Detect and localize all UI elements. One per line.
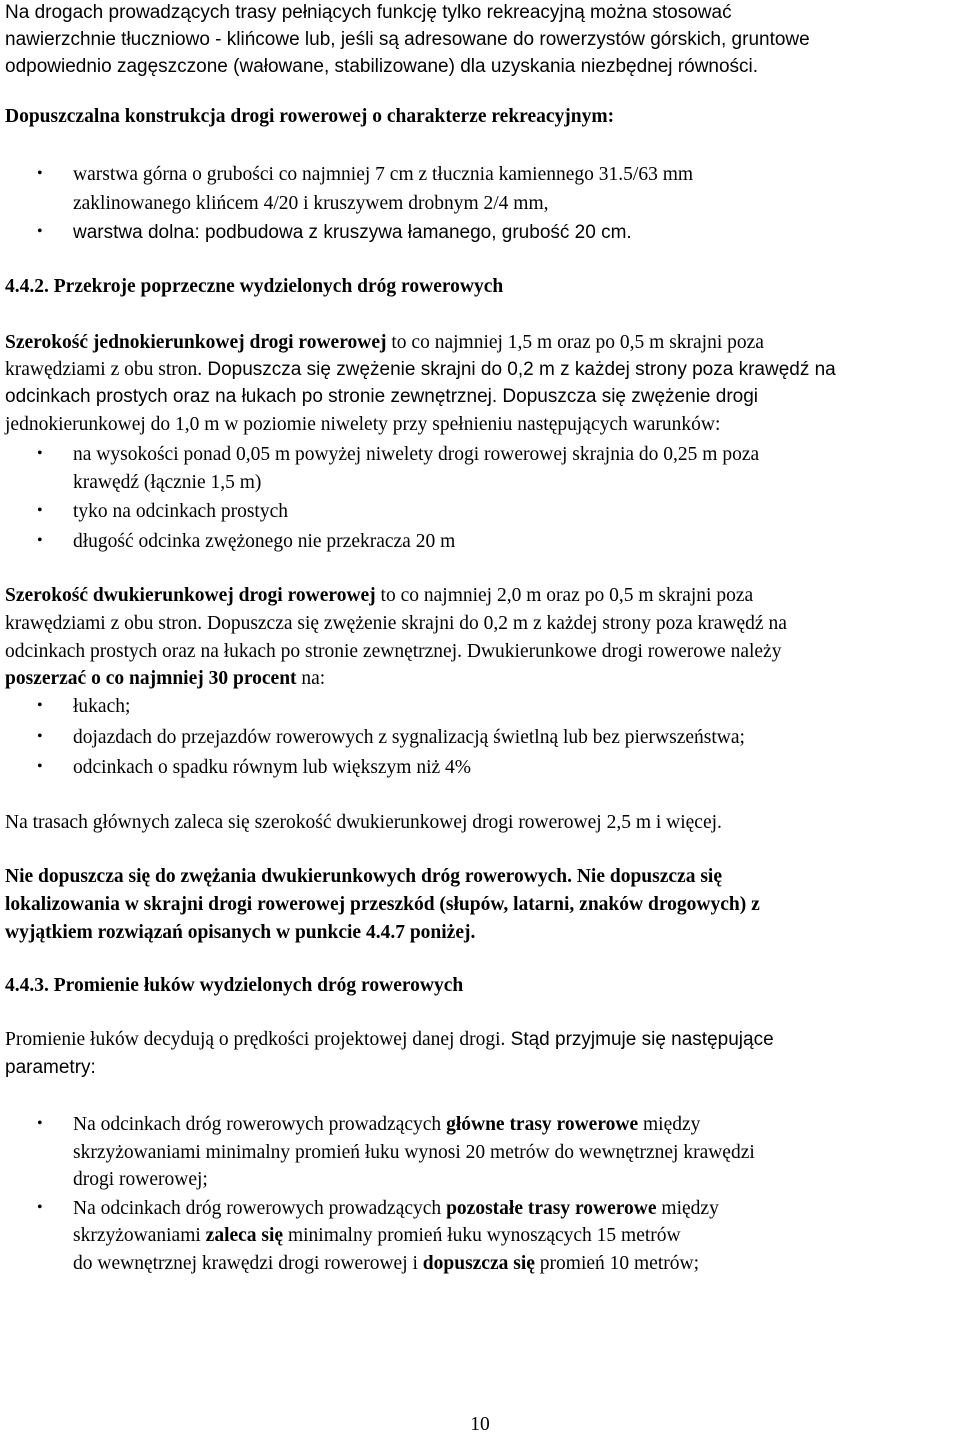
one-way-item-2: tyko na odcinkach prostych [73, 501, 288, 522]
bullet-icon: • [37, 697, 43, 714]
bullet-icon: • [37, 165, 43, 182]
intro-line-1: Na drogach prowadzących trasy pełniących funkcję tylko rekreacyjną można stosować [5, 2, 732, 23]
bullet-icon: • [37, 1115, 43, 1132]
bullet-icon: • [37, 445, 43, 462]
one-way-line-4: jednokierunkowej do 1,0 m w poziomie niwelety przy spełnieniu następujących warunków: [5, 414, 721, 435]
two-way-line-2: krawędziami z obu stron. Dopuszcza się zwężenie skrajni do 0,2 m z każdej strony poza krawędź na [5, 613, 787, 634]
intro-line-3: odpowiednio zagęszczone (wałowane, stabilizowane) dla uzyskania niezbędnej równości. [5, 56, 759, 77]
one-way-line-2: krawędziami z obu stron. Dopuszcza się zwężenie skrajni do 0,2 m z każdej strony poza krawędź na [5, 359, 836, 380]
two-way-item-1: łukach; [73, 696, 131, 717]
intro-line-2: nawierzchnie tłuczniowo - klińcowe lub, jeśli są adresowane do rowerzystów górskich, gruntowe [5, 29, 810, 50]
prohibition-line-3: wyjątkiem rozwiązań opisanych w punkcie 4.4.7 poniżej. [5, 922, 476, 943]
section-443-intro-line-2: parametry: [5, 1057, 96, 1078]
prohibition-line-2: lokalizowania w skrajni drogi rowerowej przeszkód (słupów, latarni, znaków drogowych) z [5, 894, 760, 915]
two-way-line-1: Szerokość dwukierunkowej drogi rowerowej to co najmniej 2,0 m oraz po 0,5 m skrajni poza [5, 585, 754, 606]
one-way-line-3: odcinkach prostych oraz na łukach po stronie zewnętrznej. Dopuszcza się zwężenie drogi [5, 386, 759, 407]
section-442-heading: 4.4.2. Przekroje poprzeczne wydzielonych dróg rowerowych [5, 276, 504, 297]
radius-item-1-line-2: skrzyżowaniami minimalny promień łuku wynosi 20 metrów do wewnętrznej krawędzi [73, 1142, 755, 1163]
bullet-icon: • [37, 223, 43, 240]
two-way-line-4: poszerzać o co najmniej 30 procent na: [5, 668, 326, 689]
radius-item-1-line-1: Na odcinkach dróg rowerowych prowadzących główne trasy rowerowe między [73, 1114, 701, 1135]
construction-item-2: warstwa dolna: podbudowa z kruszywa łamanego, grubość 20 cm. [73, 222, 632, 243]
bullet-icon: • [37, 728, 43, 745]
page-number: 10 [470, 1414, 490, 1435]
radius-item-2-line-1: Na odcinkach dróg rowerowych prowadzących pozostałe trasy rowerowe między [73, 1198, 719, 1219]
construction-item-1-line-2: zaklinowanego klińcem 4/20 i kruszywem drobnym 2/4 mm, [73, 193, 549, 214]
radius-item-1-line-3: drogi rowerowej; [73, 1169, 208, 1190]
one-way-line-1: Szerokość jednokierunkowej drogi rowerowej to co najmniej 1,5 m oraz po 0,5 m skrajni poza [5, 332, 764, 353]
bullet-icon: • [37, 502, 43, 519]
bullet-icon: • [37, 758, 43, 775]
main-routes-text: Na trasach głównych zaleca się szerokość dwukierunkowej drogi rowerowej 2,5 m i więcej. [5, 812, 722, 833]
bullet-icon: • [37, 1199, 43, 1216]
bullet-icon: • [37, 532, 43, 549]
section-443-heading: 4.4.3. Promienie łuków wydzielonych dróg rowerowych [5, 975, 464, 996]
one-way-item-3: długość odcinka zwężonego nie przekracza 20 m [73, 531, 456, 552]
construction-heading: Dopuszczalna konstrukcja drogi rowerowej o charakterze rekreacyjnym: [5, 106, 615, 127]
one-way-item-1-line-2: krawędź (łącznie 1,5 m) [73, 472, 262, 493]
radius-item-2-line-3: do wewnętrznej krawędzi drogi rowerowej i dopuszcza się promień 10 metrów; [73, 1253, 699, 1274]
two-way-item-3: odcinkach o spadku równym lub większym niż 4% [73, 757, 472, 778]
construction-item-1-line-1: warstwa górna o grubości co najmniej 7 cm z tłucznia kamiennego 31.5/63 mm [73, 164, 694, 185]
one-way-item-1-line-1: na wysokości ponad 0,05 m powyżej niwelety drogi rowerowej skrajnia do 0,25 m poza [73, 444, 760, 465]
radius-item-2-line-2: skrzyżowaniami zaleca się minimalny promień łuku wynoszących 15 metrów [73, 1225, 681, 1246]
prohibition-line-1: Nie dopuszcza się do zwężania dwukierunkowych dróg rowerowych. Nie dopuszcza się [5, 866, 722, 887]
two-way-item-2: dojazdach do przejazdów rowerowych z sygnalizacją świetlną lub bez pierwszeństwa; [73, 727, 745, 748]
section-443-intro-line-1: Promienie łuków decydują o prędkości projektowej danej drogi. Stąd przyjmuje się następujące [5, 1029, 774, 1050]
two-way-line-3: odcinkach prostych oraz na łukach po stronie zewnętrznej. Dwukierunkowe drogi rowerowe należy [5, 641, 782, 662]
